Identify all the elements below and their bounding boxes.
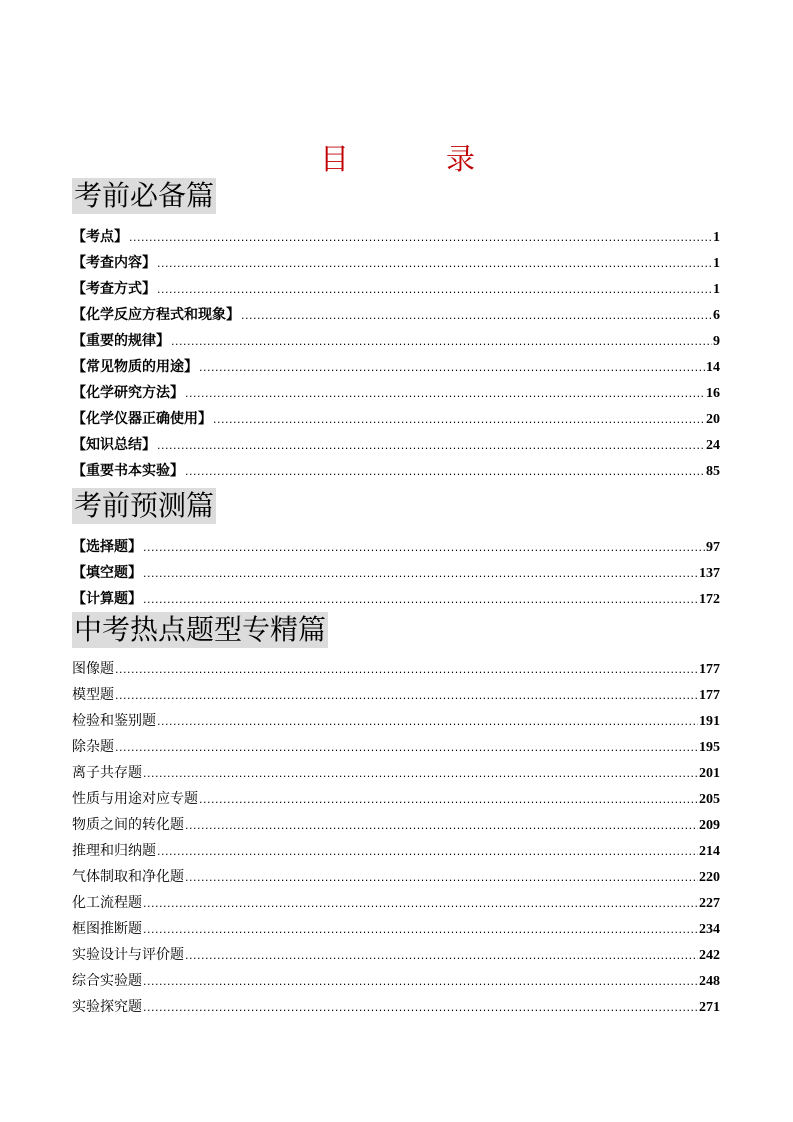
- toc-entry-page: 271: [699, 1000, 720, 1015]
- toc-list: [72, 224, 720, 484]
- toc-entry[interactable]: [72, 760, 720, 786]
- toc-entry[interactable]: [72, 224, 720, 250]
- toc-entry-page: 248: [699, 974, 720, 989]
- dot-leader: [115, 657, 698, 683]
- toc-entry-label: 性质与用途对应专题: [72, 791, 198, 807]
- toc-entry-label: 除杂题: [72, 739, 114, 755]
- toc-entry[interactable]: [72, 534, 720, 560]
- toc-entry-page: 24: [706, 438, 720, 453]
- toc-entry[interactable]: [72, 916, 720, 942]
- dot-leader: [115, 683, 698, 709]
- dot-leader: [171, 329, 712, 355]
- dot-leader: [185, 459, 705, 485]
- toc-entry-label: 【考点】: [72, 229, 128, 245]
- toc-entry[interactable]: [72, 682, 720, 708]
- section-heading: 中考热点题型专精篇: [74, 613, 327, 646]
- toc-entry-label: 【计算题】: [72, 591, 142, 607]
- toc-entry[interactable]: [72, 302, 720, 328]
- toc-entry-label: 实验探究题: [72, 999, 142, 1015]
- toc-entry-page: 9: [713, 334, 720, 349]
- toc-entry[interactable]: [72, 250, 720, 276]
- toc-entry-page: 1: [713, 230, 720, 245]
- toc-entry-page: 242: [699, 948, 720, 963]
- toc-entry[interactable]: [72, 838, 720, 864]
- toc-entry-page: 85: [706, 464, 720, 479]
- dot-leader: [213, 407, 705, 433]
- dot-leader: [157, 839, 698, 865]
- toc-entry-page: 97: [706, 540, 720, 555]
- toc-entry-label: 框图推断题: [72, 921, 142, 937]
- toc-entry-label: 【化学反应方程式和现象】: [72, 307, 240, 323]
- toc-entry[interactable]: [72, 968, 720, 994]
- toc-entry-label: 气体制取和净化题: [72, 869, 184, 885]
- toc-entry-label: 图像题: [72, 661, 114, 677]
- dot-leader: [143, 995, 698, 1021]
- toc-entry-page: 209: [699, 818, 720, 833]
- toc-entry-page: 214: [699, 844, 720, 859]
- toc-list: [72, 534, 720, 612]
- toc-entry-page: 20: [706, 412, 720, 427]
- dot-leader: [199, 355, 705, 381]
- section-heading: 考前预测篇: [74, 489, 215, 522]
- toc-entry-label: 综合实验题: [72, 973, 142, 989]
- toc-entry[interactable]: [72, 432, 720, 458]
- page-title: 目 录: [319, 142, 509, 176]
- toc-entry[interactable]: [72, 864, 720, 890]
- dot-leader: [157, 277, 712, 303]
- toc-entry-label: 模型题: [72, 687, 114, 703]
- toc-entry-label: 推理和归纳题: [72, 843, 156, 859]
- toc-entry-page: 16: [706, 386, 720, 401]
- toc-entry[interactable]: [72, 276, 720, 302]
- dot-leader: [143, 969, 698, 995]
- toc-entry[interactable]: [72, 890, 720, 916]
- dot-leader: [129, 225, 712, 251]
- section-predict: [72, 488, 720, 612]
- dot-leader: [157, 251, 712, 277]
- toc-entry-page: 227: [699, 896, 720, 911]
- toc-entry-label: 【选择题】: [72, 539, 142, 555]
- toc-entry-label: 【知识总结】: [72, 437, 156, 453]
- toc-entry-label: 实验设计与评价题: [72, 947, 184, 963]
- dot-leader: [143, 761, 698, 787]
- section-heading: 考前必备篇: [74, 179, 215, 212]
- toc-entry-label: 离子共存题: [72, 765, 142, 781]
- toc-entry-page: 220: [699, 870, 720, 885]
- toc-entry-page: 191: [699, 714, 720, 729]
- toc-entry-label: 【化学研究方法】: [72, 385, 184, 401]
- toc-entry-label: 【填空题】: [72, 565, 142, 581]
- toc-entry-page: 1: [713, 256, 720, 271]
- toc-entry[interactable]: [72, 586, 720, 612]
- toc-entry-label: 【重要书本实验】: [72, 463, 184, 479]
- dot-leader: [157, 433, 705, 459]
- dot-leader: [115, 735, 698, 761]
- dot-leader: [143, 891, 698, 917]
- toc-entry-label: 化工流程题: [72, 895, 142, 911]
- toc-entry-page: 177: [699, 662, 720, 677]
- toc-entry[interactable]: [72, 812, 720, 838]
- dot-leader: [143, 917, 698, 943]
- toc-entry[interactable]: [72, 786, 720, 812]
- dot-leader: [241, 303, 712, 329]
- toc-entry[interactable]: [72, 734, 720, 760]
- toc-entry-page: 6: [713, 308, 720, 323]
- toc-entry-page: 177: [699, 688, 720, 703]
- toc-entry-page: 205: [699, 792, 720, 807]
- toc-entry-label: 【考查内容】: [72, 255, 156, 271]
- toc-entry-page: 137: [699, 566, 720, 581]
- toc-entry-label: 【考查方式】: [72, 281, 156, 297]
- toc-entry-page: 14: [706, 360, 720, 375]
- toc-entry[interactable]: [72, 656, 720, 682]
- toc-entry-page: 1: [713, 282, 720, 297]
- toc-entry[interactable]: [72, 406, 720, 432]
- toc-entry-label: 【重要的规律】: [72, 333, 170, 349]
- toc-entry[interactable]: [72, 458, 720, 484]
- dot-leader: [143, 561, 698, 587]
- toc-entry-page: 195: [699, 740, 720, 755]
- dot-leader: [199, 787, 698, 813]
- toc-list: [72, 656, 720, 1020]
- toc-entry-label: 物质之间的转化题: [72, 817, 184, 833]
- toc-entry[interactable]: [72, 942, 720, 968]
- toc-entry[interactable]: [72, 354, 720, 380]
- dot-leader: [185, 943, 698, 969]
- section-hot-topics: [72, 612, 720, 1020]
- toc-entry[interactable]: [72, 994, 720, 1020]
- toc-entry-page: 172: [699, 592, 720, 607]
- toc-entry[interactable]: [72, 380, 720, 406]
- toc-entry-page: 201: [699, 766, 720, 781]
- dot-leader: [143, 535, 705, 561]
- dot-leader: [143, 587, 698, 613]
- dot-leader: [157, 709, 698, 735]
- dot-leader: [185, 813, 698, 839]
- toc-entry-page: 234: [699, 922, 720, 937]
- toc-entry-label: 【常见物质的用途】: [72, 359, 198, 375]
- toc-entry[interactable]: [72, 560, 720, 586]
- toc-entry[interactable]: [72, 708, 720, 734]
- toc-entry[interactable]: [72, 328, 720, 354]
- section-prep: [72, 178, 720, 484]
- toc-entry-label: 【化学仪器正确使用】: [72, 411, 212, 427]
- toc-entry-label: 检验和鉴别题: [72, 713, 156, 729]
- dot-leader: [185, 381, 705, 407]
- dot-leader: [185, 865, 698, 891]
